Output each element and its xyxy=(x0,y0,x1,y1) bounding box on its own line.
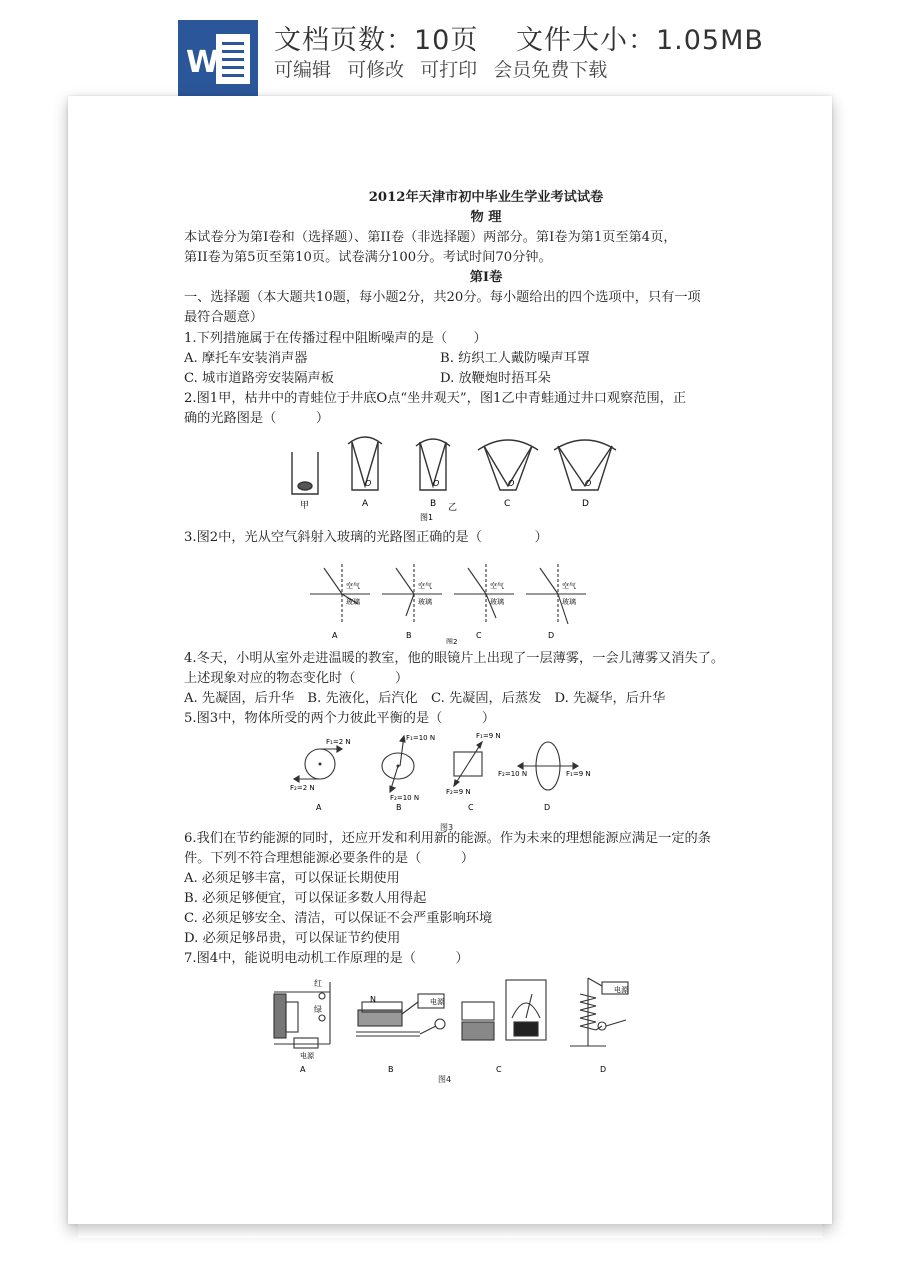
intro-line-1: 本试卷分为第I卷和（选择题）、第II卷（非选择题）两部分。第I卷为第1页至第4页， xyxy=(184,230,677,245)
fig1-point-c: O xyxy=(508,479,515,488)
figure-1-wells xyxy=(288,436,618,522)
fig1-label-yi: 乙 xyxy=(448,503,458,513)
fig2-label-a: A xyxy=(332,631,338,640)
fig2-air-d: 空气 xyxy=(562,582,576,590)
fig3-force-b2: F₂=10 N xyxy=(390,794,420,802)
figure-3-forces xyxy=(286,730,616,816)
fig3-label-b: B xyxy=(396,803,402,812)
q6-option-d: D. 必须足够昂贵，可以保证节约使用 xyxy=(184,931,401,946)
fig3-force-c2: F₂=9 N xyxy=(446,788,471,796)
q7-stem: 7.图4中，能说明电动机工作原理的是（ ） xyxy=(184,951,469,966)
fig4-label-power-b: 电源 xyxy=(430,998,444,1006)
fig2-label-d: D xyxy=(548,631,555,640)
fig2-glass-d: 玻璃 xyxy=(562,598,576,606)
q4-options: A. 先凝固，后升华 B. 先液化，后汽化 C. 先凝固，后蒸发 D. 先凝华，后升华 xyxy=(184,691,666,706)
part-instruction-2: 最符合题意） xyxy=(184,310,264,325)
fig1-caption: 图1 xyxy=(420,513,434,522)
fig3-force-a2: F₂=2 N xyxy=(290,784,315,792)
q1-option-b: B. 纺织工人戴防噪声耳罩 xyxy=(440,351,590,366)
fig3-force-d1: F₁=9 N xyxy=(566,770,591,778)
fig2-air-b: 空气 xyxy=(418,582,432,590)
fig1-label-d: D xyxy=(582,499,589,509)
q6-option-c: C. 必须足够安全、清洁，可以保证不会严重影响环境 xyxy=(184,911,493,926)
q1-option-a: A. 摩托车安装消声器 xyxy=(184,351,308,366)
fig1-label-c: C xyxy=(504,499,511,509)
fig4-label-a: A xyxy=(300,1065,306,1074)
q4-stem-1: 4.冬天，小明从室外走进温暖的教室，他的眼镜片上出现了一层薄雾，一会儿薄雾又消失了。 xyxy=(184,651,725,666)
document-stats xyxy=(274,18,792,57)
fig4-caption: 图4 xyxy=(438,1075,452,1084)
q5-stem: 5.图3中，物体所受的两个力彼此平衡的是（ ） xyxy=(184,711,496,726)
q1-option-c: C. 城市道路旁安装隔声板 xyxy=(184,371,334,386)
q1-option-d: D. 放鞭炮时捂耳朵 xyxy=(440,371,551,386)
intro-line-2: 第II卷为第5页至第10页。试卷满分100分。考试时间70分钟。 xyxy=(184,250,552,265)
fig4-label-red: 红 xyxy=(314,979,322,988)
fig3-label-c: C xyxy=(468,803,474,812)
q1-stem: 1.下列措施属于在传播过程中阻断噪声的是（ ） xyxy=(184,331,487,346)
q6-stem-2: 件。下列不符合理想能源必要条件的是（ ） xyxy=(184,851,475,866)
document-page xyxy=(68,96,832,1224)
fig1-point-d: O xyxy=(585,479,592,488)
header-banner xyxy=(0,0,900,96)
fig1-point-b: O xyxy=(433,479,440,488)
fig4-label-power-d: 电源 xyxy=(614,986,628,994)
page-count: 文档页数：10页 xyxy=(274,25,479,56)
q3-stem: 3.图2中，光从空气斜射入玻璃的光路图正确的是（ ） xyxy=(184,530,548,545)
fig4-label-d: D xyxy=(600,1065,607,1074)
figure-2-refraction xyxy=(310,558,610,644)
fig4-label-c: C xyxy=(496,1065,502,1074)
fig3-caption: 图3 xyxy=(440,823,454,832)
fig2-glass-a: 玻璃 xyxy=(346,598,360,606)
document-features xyxy=(274,55,617,82)
fig1-label-a: A xyxy=(362,499,369,509)
fig1-label-jia: 甲 xyxy=(300,501,310,511)
feature-editable: 可编辑 xyxy=(274,59,332,81)
section-heading: 第I卷 xyxy=(469,270,503,285)
q6-option-b: B. 必须足够便宜，可以保证多数人用得起 xyxy=(184,891,427,906)
exam-subject: 物 理 xyxy=(470,210,502,225)
fig2-glass-b: 玻璃 xyxy=(418,598,432,606)
fig2-glass-c: 玻璃 xyxy=(490,598,504,606)
fig4-label-n: N xyxy=(370,995,376,1004)
q2-stem-1: 2.图1甲，枯井中的青蛙位于井底O点“坐井观天”，图1乙中青蛙通过井口观察范围，正 xyxy=(184,391,687,406)
fig3-label-d: D xyxy=(544,803,551,812)
feature-modifiable: 可修改 xyxy=(347,59,405,81)
fig3-force-d2: F₂=10 N xyxy=(498,770,528,778)
file-size: 文件大小：1.05MB xyxy=(515,25,764,56)
q6-stem-1: 6.我们在节约能源的同时，还应开发和利用新的能源。作为未来的理想能源应满足一定的条 xyxy=(184,831,711,846)
fig3-force-c1: F₁=9 N xyxy=(476,732,501,740)
fig4-label-power-a: 电源 xyxy=(300,1052,314,1060)
fig4-label-green: 绿 xyxy=(314,1005,322,1014)
page-bottom-shadow xyxy=(78,1224,822,1238)
feature-printable: 可打印 xyxy=(420,59,478,81)
fig2-label-c: C xyxy=(476,631,482,640)
fig3-force-a1: F₁=2 N xyxy=(326,738,351,746)
feature-member-download: 会员免费下载 xyxy=(493,59,608,81)
figure-4-motors xyxy=(270,974,650,1078)
part-instruction-1: 一、选择题（本大题共10题，每小题2分，共20分。每小题给出的四个选项中，只有一项 xyxy=(184,290,701,305)
fig3-label-a: A xyxy=(316,803,322,812)
fig1-label-b: B xyxy=(430,499,437,509)
fig2-air-c: 空气 xyxy=(490,582,504,590)
q2-stem-2: 确的光路图是（ ） xyxy=(184,411,330,426)
fig3-force-b1: F₁=10 N xyxy=(406,734,436,742)
fig4-label-b: B xyxy=(388,1065,394,1074)
fig2-air-a: 空气 xyxy=(346,582,360,590)
svg-text:W: W xyxy=(186,45,220,80)
fig1-point-a: O xyxy=(365,479,372,488)
q6-option-a: A. 必须足够丰富，可以保证长期使用 xyxy=(184,871,400,886)
fig2-label-b: B xyxy=(406,631,412,640)
exam-title: 2012年天津市初中毕业生学业考试试卷 xyxy=(368,190,604,205)
q4-stem-2: 上述现象对应的物态变化时（ ） xyxy=(184,671,409,686)
word-document-icon xyxy=(178,20,258,96)
fig2-caption: 图2 xyxy=(446,638,458,644)
